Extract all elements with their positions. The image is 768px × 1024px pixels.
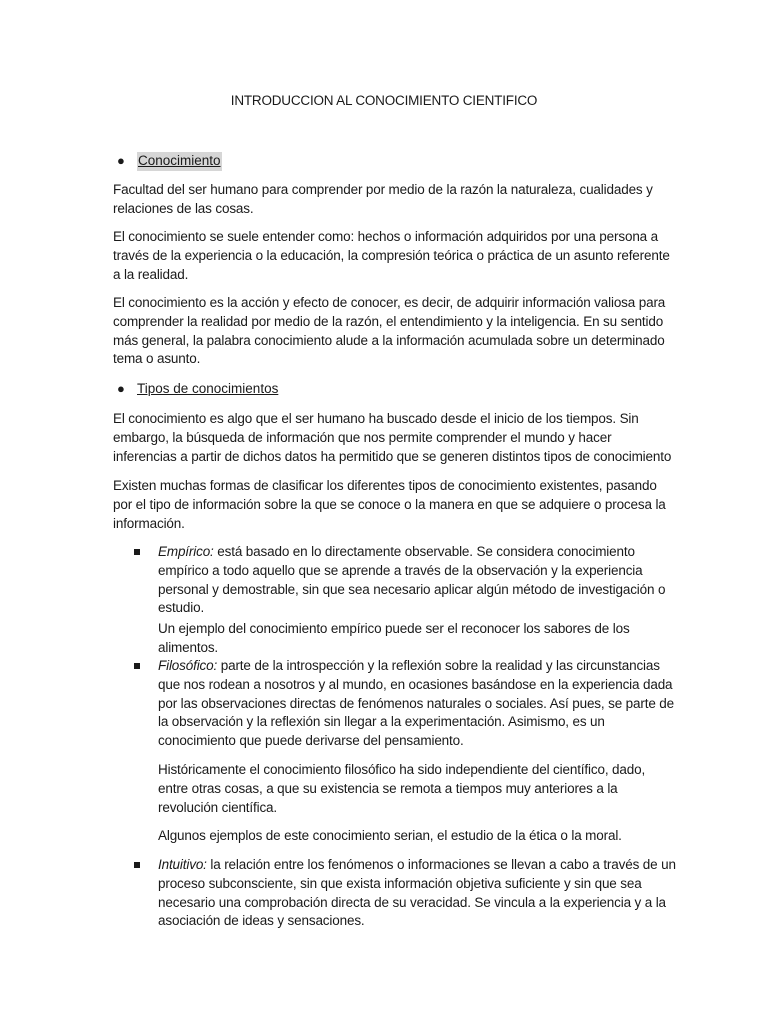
bullet-dot-icon: ● [117,381,125,396]
list-item-intuitivo [158,856,678,931]
document-title: INTRODUCCION AL CONOCIMIENTO CIENTIFICO [230,93,538,108]
paragraph: El conocimiento es algo que el ser humano ha buscado desde el inicio de los tiempos. Sin embargo, la búsqueda de información que nos permite comprender el mundo y hacer inferencias a partir de dichos datos ha permitido que se generen distintos tipos de conocimiento [113,411,672,464]
paragraph: El conocimiento es la acción y efecto de conocer, es decir, de adquirir información valiosa para comprender la realidad por medio de la razón, el entendimiento y la inteligencia. En su sentido más general, la palabra conocimiento alude a la información acumulada sobre un determinado tema o asunto. [113,295,666,367]
square-bullet-icon [134,862,140,868]
square-bullet-icon [134,663,140,669]
list-item-empirico [158,543,678,618]
paragraph: Algunos ejemplos de este conocimiento serian, el estudio de la ética o la moral. [158,828,622,843]
term-description: la relación entre los fenómenos o informaciones se llevan a cabo a través de un proceso subconsciente, sin que exista información objetiva suficiente y sin que sea necesario una comprobación directa de su veracidad. Se vincula a la experiencia y a la asociación de ideas y sensaciones. [158,857,676,929]
square-bullet-icon [134,549,140,555]
paragraph: Un ejemplo del conocimiento empírico puede ser el reconocer los sabores de los alimentos. [158,621,630,655]
bullet-dot-icon: ● [117,153,125,168]
paragraph: Existen muchas formas de clasificar los diferentes tipos de conocimiento existentes, pasando por el tipo de información sobre la que se conoce o la manera en que se adquiere o procesa la información. [113,478,666,531]
paragraph: Históricamente el conocimiento filosófico ha sido independiente del científico, dado, entre otras cosas, a que su existencia se remota a tiempos muy anteriores a la revolución científica. [158,762,646,815]
section-heading-label: Conocimiento [137,152,222,171]
section-heading-label: Tipos de conocimientos [137,381,279,396]
term-label: Intuitivo: [158,857,207,872]
term-description: parte de la introspección y la reflexión sobre la realidad y las circunstancias que nos rodean a nosotros y al mundo, en ocasiones basándose en la experiencia dada por las observaciones directas de fenómenos naturales o sociales. Así pues, se parte de la observación y la reflexión sin llegar a la experimentación. Asimismo, es un conocimiento que puede derivarse del pensamiento. [158,658,675,749]
paragraph: El conocimiento se suele entender como: hechos o información adquiridos por una persona a través de la experiencia o la educación, la compresión teórica o práctica de un asunto referente a la realidad. [113,229,670,282]
term-label: Filosófico: [158,658,218,673]
term-description: está basado en lo directamente observable. Se considera conocimiento empírico a todo aquello que se aprende a través de la observación y la experiencia personal y demostrable, sin que sea necesario aplicar algún método de investigación o estudio. [158,544,666,616]
paragraph: Facultad del ser humano para comprender por medio de la razón la naturaleza, cualidades y relaciones de las cosas. [113,182,653,216]
term-label: Empírico: [158,544,214,559]
list-item-filosofico [158,657,678,751]
